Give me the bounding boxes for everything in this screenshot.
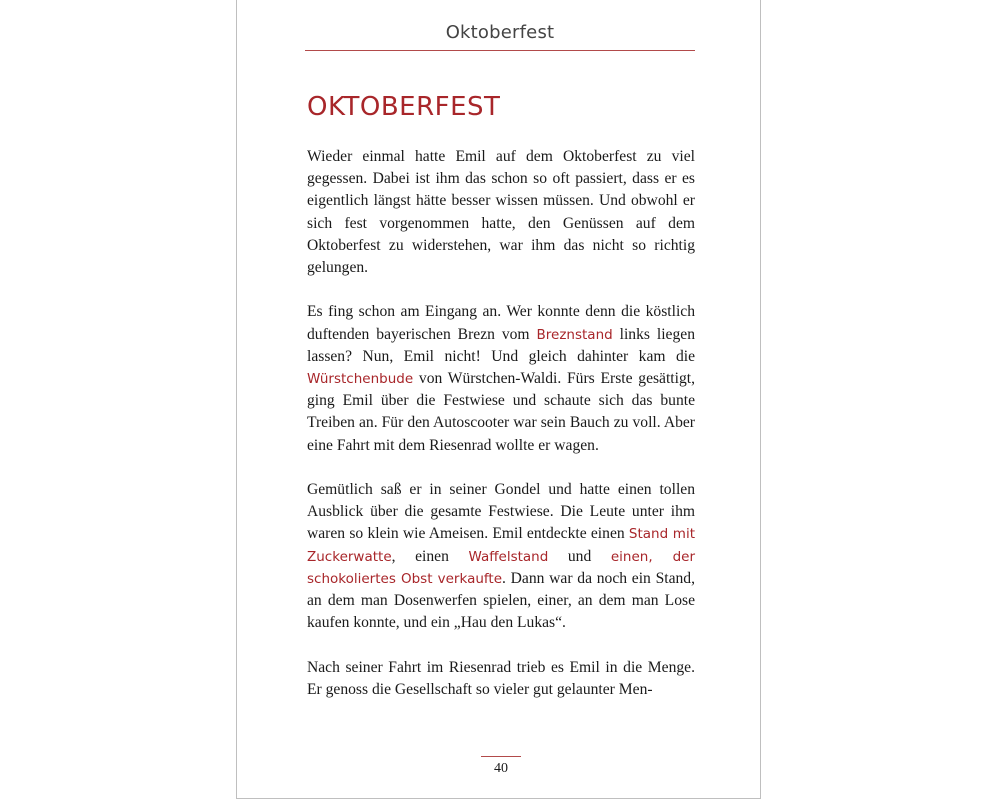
body-text (307, 146, 695, 723)
highlight-waffelstand: Waffelstand (468, 548, 549, 565)
paragraph-text: Es fing schon am Eingang an. Wer konnte denn die köstlich duftenden bayerischen Brezn vom (307, 303, 695, 343)
book-page (236, 0, 761, 799)
page-number: 40 (494, 761, 508, 776)
chapter-title: OKTOBERFEST (307, 92, 501, 122)
paragraph-3 (307, 479, 695, 634)
paragraph-text: , einen (391, 547, 469, 565)
paragraph-1: Wieder einmal hatte Emil auf dem Oktoberfest zu viel gegessen. Dabei ist ihm das schon so oft passiert, dass er es eigentlich längst hätte besser wissen müssen. Und obwohl er sich fest vorgenommen hatte, den Genüssen auf dem Oktoberfest zu widerstehen, war ihm das nicht so richtig gelungen. (307, 148, 695, 277)
highlight-zuckerwatte: Stand mit Zuckerwatte (307, 526, 695, 565)
running-head: Oktoberfest (445, 22, 555, 43)
paragraph-2 (307, 301, 695, 456)
paragraph-4: Nach seiner Fahrt im Riesenrad trieb es Emil in die Menge. Er genoss die Gesellschaft so vieler gut gelaunter Men- (307, 658, 695, 698)
highlight-obststand: einen, der schokoliertes Obst verkaufte (307, 548, 696, 587)
paragraph-text: und (548, 547, 611, 565)
paragraph-text: Gemütlich saß er in seiner Gondel und hatte einen tollen Ausblick über die gesamte Festwiese. Die Leute unter ihm waren so klein wie Ameisen. Emil entdeckte einen (307, 481, 695, 543)
paragraph-text: . Dann war da noch ein Stand, an dem man Dosenwerfen spielen, einer, an dem man Lose kaufen konnte, und ein „Hau den Lukas“. (307, 569, 695, 632)
footer-divider (481, 756, 521, 757)
header-divider (305, 50, 695, 51)
paragraph-text: von Würstchen-Waldi. Fürs Erste gesättigt, ging Emil über die Festwiese und schaute sich das bunte Treiben an. Für den Autoscooter war sein Bauch zu voll. Aber eine Fahrt mit dem Riesenrad wollte er wagen. (307, 370, 695, 454)
highlight-wuerstchenbude: Würstchenbude (307, 371, 414, 388)
highlight-breznstand: Breznstand (536, 326, 613, 343)
paragraph-text: links liegen lassen? Nun, Emil nicht! Und gleich dahinter kam die (307, 325, 695, 365)
